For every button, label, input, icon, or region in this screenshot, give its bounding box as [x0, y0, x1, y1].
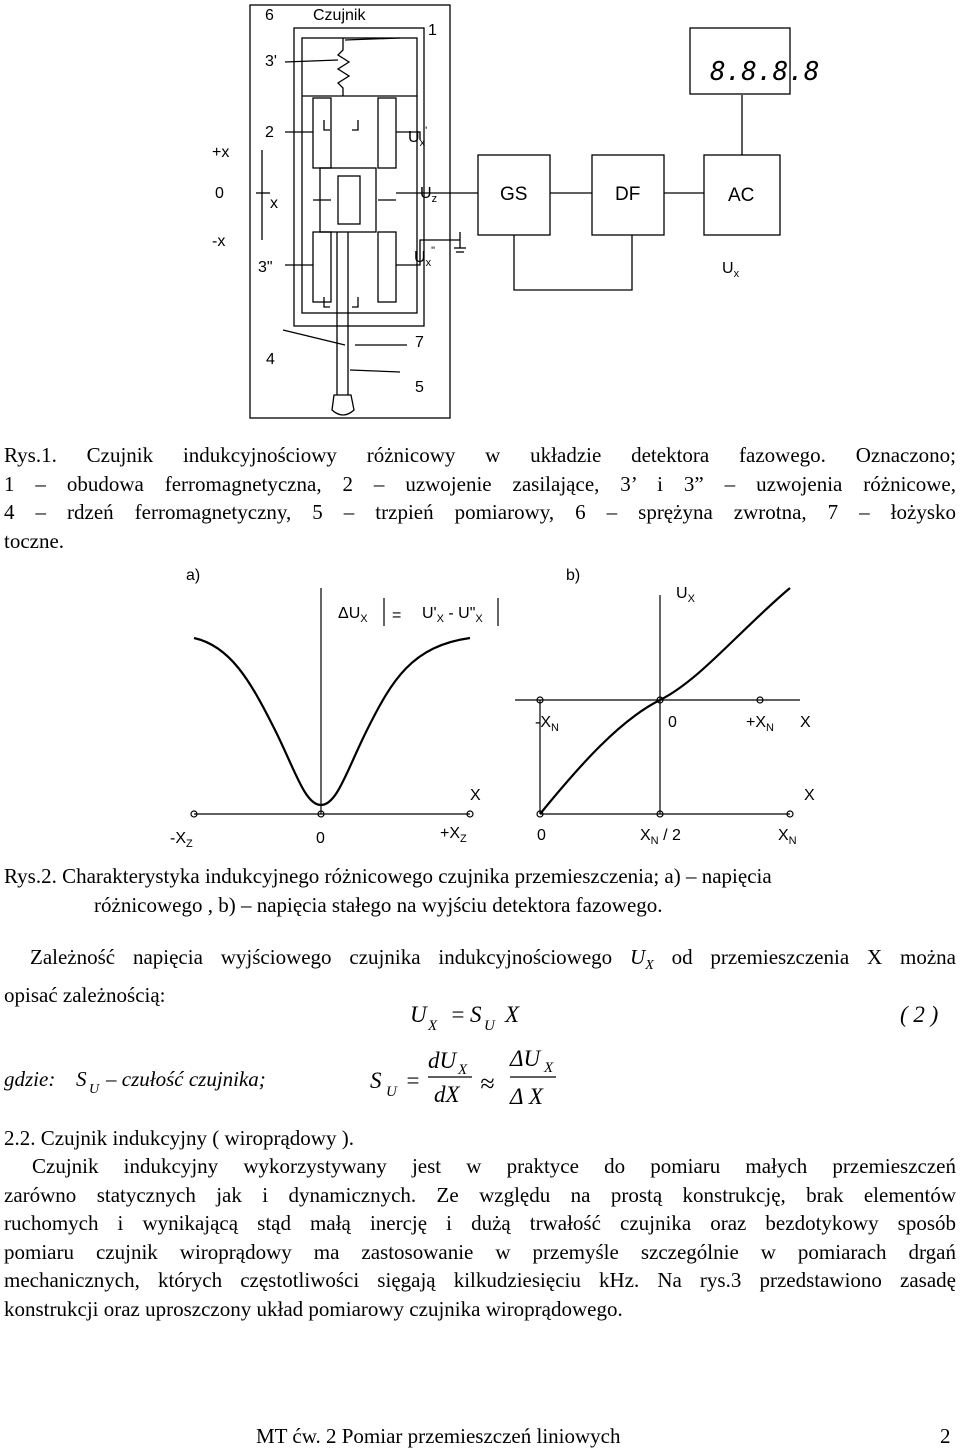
label-6: 6 — [265, 7, 274, 24]
winding-right-top — [378, 98, 396, 168]
a-formula-eq: = — [392, 607, 402, 624]
paragraph-2 — [4, 1152, 956, 1323]
label-b: b) — [566, 567, 581, 584]
a-curve — [194, 638, 470, 805]
section-heading: 2.2. Czujnik indukcyjny ( wiroprądowy ). — [4, 1126, 354, 1150]
symbol-sub: X — [645, 958, 654, 974]
paragraph-line: mechanicznych, których częstotliwości sięgają kilkudziesięciu kHz. Na rys.3 przedstawiono zasadę — [4, 1268, 956, 1292]
eq2-num1-sub: X — [458, 1062, 468, 1078]
eq2-s: S — [370, 1068, 382, 1093]
winding-left-bottom — [313, 232, 331, 302]
caption-line: 1 – obudowa ferromagnetyczna, 2 – uzwojenie zasilające, 3’ i 3” – uzwojenia różnicowe, — [4, 471, 956, 496]
caption-line: Rys.2. Charakterystyka indukcyjnego różnicowego czujnika przemieszczenia; a) – napięcia — [4, 864, 772, 888]
caption-line: 4 – rdzeń ferromagnetyczny, 5 – trzpień pomiarowy, 6 – sprężyna zwrotna, 7 – łożysko — [4, 500, 956, 524]
label-ac: AC — [728, 185, 755, 206]
b-plus-xn: $+X_N$ — [746, 714, 774, 734]
label-4: 4 — [266, 351, 275, 368]
b-ux-label: $U_X$ — [676, 585, 695, 605]
label-df: DF — [615, 184, 641, 205]
label-1: 1 — [428, 22, 437, 39]
label-plus-x: +x — [212, 144, 230, 161]
label-sensor: Czujnik — [313, 7, 366, 24]
paragraph-line: opisać zależnością: — [4, 982, 166, 1007]
equations — [0, 990, 960, 1130]
winding-left-top — [313, 98, 331, 168]
su-symbol: S — [76, 1067, 87, 1091]
su-sub: U — [89, 1082, 100, 1097]
symbol-u: U — [630, 945, 646, 969]
figure-2-charts — [0, 560, 960, 860]
gdzie-label: gdzie: — [4, 1067, 56, 1091]
eq2-num1: dU — [428, 1048, 457, 1073]
label-minus-x: -x — [212, 233, 226, 250]
b-zero-bottom: 0 — [537, 827, 546, 844]
b-curve — [540, 588, 790, 814]
footer-title: MT ćw. 2 Pomiar przemieszczeń liniowych — [256, 1424, 621, 1448]
a-plus-xz: $+X_Z$ — [440, 825, 467, 845]
label-x: x — [270, 195, 278, 212]
label-2: 2 — [265, 124, 274, 141]
winding-right-bottom — [378, 232, 396, 302]
b-xn: $X_N$ — [778, 827, 797, 847]
label-gs: GS — [500, 184, 528, 205]
paragraph-line: Czujnik indukcyjny wykorzystywany jest w praktyce do pomiaru małych przemieszczeń — [32, 1154, 956, 1178]
a-formula-right: $U'_X$ - $U"_X$ — [422, 605, 483, 625]
page-number: 2 — [940, 1424, 951, 1448]
a-x-label: X — [470, 787, 481, 804]
label-ux-prime: $U_x'$ — [408, 125, 428, 149]
eq1-s: S — [470, 1002, 482, 1027]
b-minus-xn: $-X_N$ — [535, 714, 559, 734]
eq1-u-sub: X — [428, 1018, 438, 1034]
label-ux-dprime: $U_x^"$ — [414, 245, 435, 269]
label-zero: 0 — [215, 185, 224, 202]
eq2-approx: ≈ — [480, 1069, 495, 1098]
eq2-s-sub: U — [386, 1084, 397, 1100]
label-3p: 3' — [265, 53, 277, 70]
eq2-den1: dX — [434, 1082, 460, 1107]
b-zero-mid: 0 — [668, 714, 677, 731]
paragraph-line: pomiaru czujnik wiroprądowy ma zastosowanie w przemyśle szczególnie w pomiarach drgań — [4, 1239, 956, 1264]
b-x-bottom: X — [804, 787, 815, 804]
label-ux-out: $U_x$ — [722, 260, 740, 280]
eq1-eq: = — [450, 1002, 466, 1027]
su-description: – czułość czujnika; — [106, 1067, 266, 1091]
caption-line: toczne. — [4, 528, 65, 553]
a-zero: 0 — [316, 830, 325, 847]
paragraph-line — [4, 943, 956, 981]
caption-line: Rys.1. Czujnik indukcyjnościowy różnicowy w układzie detektora fazowego. Oznaczono; — [4, 443, 956, 467]
eq1-s-sub: U — [484, 1018, 495, 1034]
eq2-eq: = — [405, 1068, 421, 1093]
paragraph-line: konstrukcji oraz uproszczony układ pomiarowy czujnika wiroprądowego. — [4, 1296, 623, 1321]
b-x-mid: X — [800, 714, 811, 731]
a-minus-xz: $-X_Z$ — [170, 830, 193, 850]
b-xn-half: $X_N / 2$ — [640, 827, 681, 847]
eq2-num2: ΔU — [510, 1046, 541, 1071]
eq1-number: ( 2 ) — [900, 1002, 939, 1027]
label-7: 7 — [415, 334, 424, 351]
eq1-u: U — [410, 1002, 427, 1027]
eq2-num2-sub: X — [544, 1060, 554, 1076]
text-span: Zależność napięcia wyjściowego czujnika indukcyjnościowego — [30, 945, 631, 969]
figure-1-caption — [4, 441, 956, 555]
a-formula-left: $\Delta U_X$ — [338, 605, 368, 625]
text-span: od przemieszczenia X można — [653, 945, 956, 969]
paragraph-line: zarówno statycznych jak i dynamicznych. Ze względu na prostą konstrukcję, brak elementów — [4, 1182, 956, 1207]
spring-6 — [338, 38, 349, 96]
figure-2-caption — [4, 862, 956, 919]
figure-1-diagram — [0, 0, 960, 430]
caption-line: różnicowego , b) – napięcia stałego na wyjściu detektora fazowego. — [94, 892, 663, 917]
paragraph-line: ruchomych i wynikającą stąd małą inercję i dużą trwałość czujnika oraz bezdotykowy sposób — [4, 1211, 956, 1235]
label-3pp: 3" — [258, 259, 273, 276]
eq2-den2: Δ X — [510, 1084, 543, 1109]
label-5: 5 — [415, 379, 424, 396]
display-digits: 8.8.8.8 — [710, 57, 820, 87]
frame-outer — [250, 5, 450, 418]
label-a: a) — [186, 567, 201, 584]
eq1-x: X — [505, 1002, 520, 1027]
label-uz: $U_z$ — [420, 185, 438, 205]
